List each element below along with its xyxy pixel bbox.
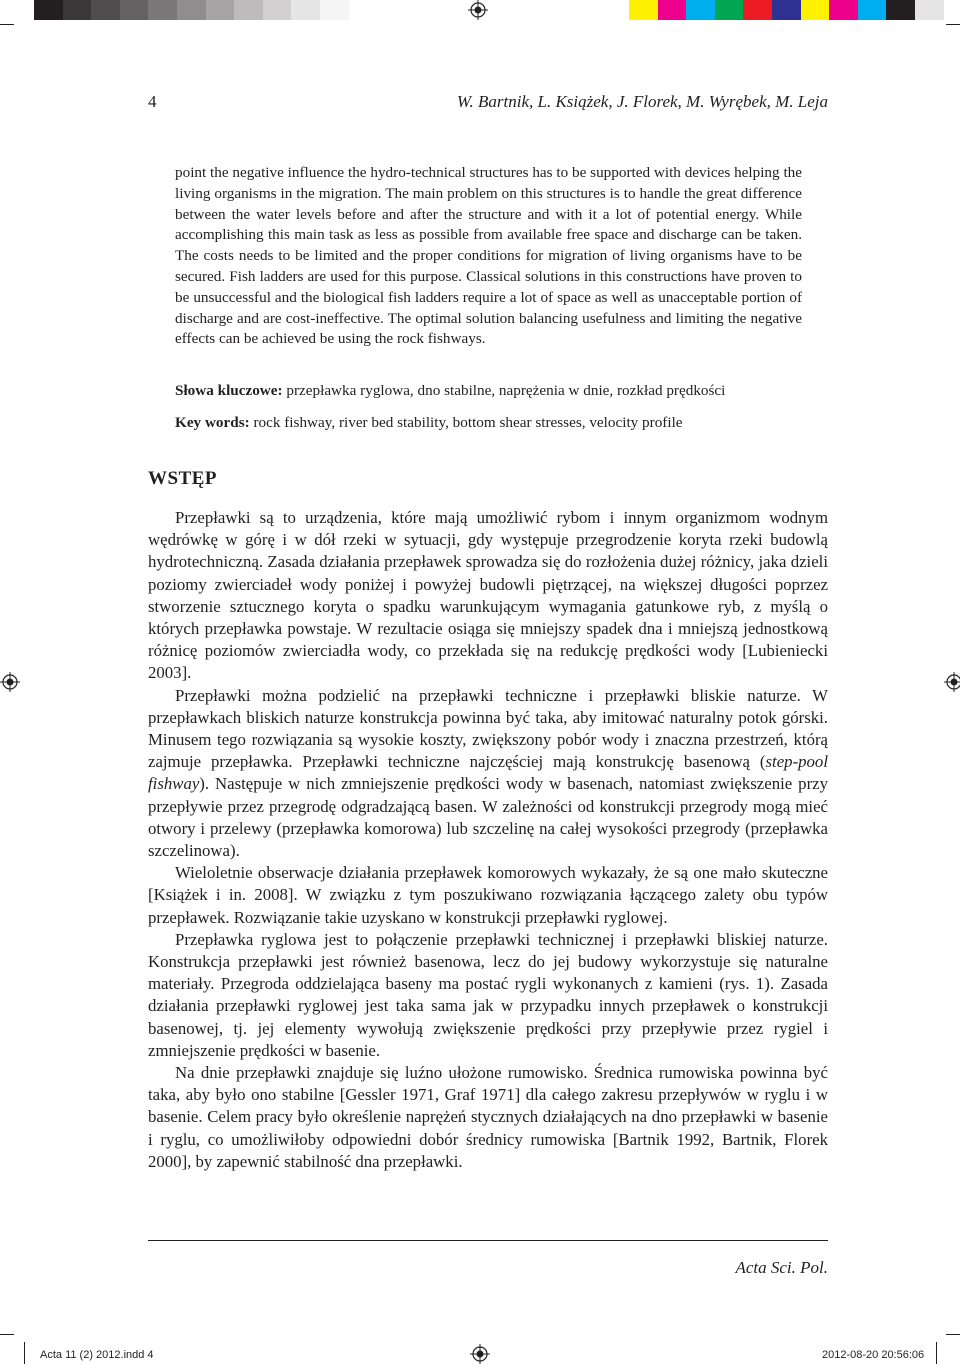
color-swatch <box>715 0 744 20</box>
color-swatch <box>915 0 944 20</box>
crop-mark <box>946 1334 960 1335</box>
keywords-english-text: rock fishway, river bed stability, bottom shear stresses, velocity profile <box>249 414 683 431</box>
grayscale-swatch <box>148 0 177 20</box>
crop-mark <box>0 24 14 25</box>
color-swatch <box>686 0 715 20</box>
registration-mark-icon <box>0 672 20 692</box>
grayscale-swatch <box>263 0 292 20</box>
registration-mark-icon <box>470 1344 490 1364</box>
grayscale-swatch <box>63 0 92 20</box>
crop-mark <box>946 24 960 25</box>
color-swatch <box>743 0 772 20</box>
paragraph-italic-term: step-pool fishway <box>148 752 828 794</box>
grayscale-swatch <box>320 0 349 20</box>
paragraph: Przepławki są to urządzenia, które mają umożliwić rybom i innym organizmom wodnym wędrówkę w górę i w dół rzeki w sytuacji, gdy występuje przegrodzenie koryta rzeki budowlą hydrotechniczną. Zasada działania przepławek sprowadza się do rozłożenia dużej różnicy, jaka dzieli poziomy zwierciadeł wody poniżej i powyżej budowli piętrzącej, na większej długości poprzez stworzenie sztucznego koryta o spadku warunkującym wymagania gatunkowe ryb, z myślą o których przepławka powstaje. W rezultacie osiąga się mniejszy spadek dna i mniejszą jednostkową różnicę poziomów zwierciadła wody, co przekłada się na redukcję prędkości wody [Lubieniecki 2003]. <box>148 508 828 683</box>
paragraph: Na dnie przepławki znajduje się luźno ułożone rumowisko. Średnica rumowiska powinna być taka, aby było ono stabilne [Gessler 1971, Graf 1971] dla całego zakresu przepływów w ryglu i w basenie. Celem pracy było określenie naprężeń stycznych działających na dno przepławki w basenie i ryglu, co umożliwiłoby odpowiedni dobór średnicy rumowiska [Bartnik 1992, Bartnik, Florek 2000], by zapewnić stabilność dna przepławki. <box>148 1063 828 1171</box>
color-swatch <box>772 0 801 20</box>
grayscale-swatch <box>234 0 263 20</box>
slug-date-info: 2012-08-20 20:56:06 <box>822 1349 925 1361</box>
color-swatch <box>829 0 858 20</box>
grayscale-swatch <box>291 0 320 20</box>
color-swatch <box>629 0 658 20</box>
grayscale-swatch <box>34 0 63 20</box>
abstract <box>175 163 802 350</box>
crop-mark <box>0 1334 14 1335</box>
grayscale-swatch <box>177 0 206 20</box>
slug-file-info: Acta 11 (2) 2012.indd 4 <box>40 1349 154 1361</box>
page-number: 4 <box>148 92 157 111</box>
paragraph <box>148 685 828 863</box>
crop-mark <box>24 1342 25 1364</box>
keywords-english-label: Key words: <box>175 414 250 431</box>
keywords-polish-text: przepławka ryglowa, dno stabilne, naprężenia w dnie, rozkład prędkości <box>282 382 726 399</box>
body-text <box>148 507 828 1173</box>
grayscale-swatch <box>120 0 149 20</box>
color-swatch <box>858 0 887 20</box>
section-title: WSTĘP <box>148 468 218 489</box>
keywords-polish-label: Słowa kluczowe: <box>175 382 283 399</box>
color-swatch <box>658 0 687 20</box>
abstract-text: point the negative influence the hydro-technical structures has to be supported with devices helping the living organisms in the migration. The main problem on this structures is to handle the great difference between the water levels before and after the structure and with it a lot of potential energy. While accomplishing this main task as less as possible from available free space and discharge can be taken. The costs needs to be limited and the proper conditions for migration of living organisms have to be secured. Fish ladders are used for this purpose. Classical solutions in this constructions have proven to be unsuccessful and the biological fish ladders require a lot of space as well as unacceptable portion of discharge and are cost-ineffective. The optimal solution balancing usefulness and limiting the negative effects can be achieved be using the rock fishways. <box>175 164 802 348</box>
keywords-english <box>175 414 815 432</box>
color-swatch <box>886 0 915 20</box>
grayscale-bar <box>34 0 349 20</box>
grayscale-swatch <box>91 0 120 20</box>
paragraph: Wieloletnie obserwacje działania przepławek komorowych wykazały, że są one mało skuteczne [Książek i in. 2008]. W związku z tym poszukiwano rozwiązania łączącego zalety obu typów przepławek. Rozwiązanie takie uzyskano w konstrukcji przepławki ryglowej. <box>148 863 828 927</box>
grayscale-swatch <box>206 0 235 20</box>
paragraph: Przepławka ryglowa jest to połączenie przepławki technicznej i przepławki bliskiej naturze. Konstrukcja przepławki jest również basenowa, lecz do jej budowy wykorzystuje się naturalne materiały. Przegroda oddzielająca baseny ma postać rygli wykonanych z kamieni (rys. 1). Zasada działania przepławki ryglowej jest taka sama jak w przypadku innych przepławek o konstrukcji basenowej, tj. jej elementy wywołują zwiększenie prędkości przy przepływie przez rygiel i zmniejszenie prędkości w basenie. <box>148 929 828 1060</box>
color-bar <box>629 0 944 20</box>
keywords-polish <box>175 382 815 400</box>
registration-mark-icon <box>468 0 488 20</box>
registration-mark-icon <box>944 672 960 692</box>
footer-rule <box>148 1240 828 1241</box>
paragraph-text: ). Następuje w nich zmniejszenie prędkości wody w basenach, natomiast zwiększenie przy przepływie przez przegrodę odgradzającą basen. W zależności od konstrukcji przegrody mogą mieć otwory i przelewy (przepławka komorowa) lub szczelinę na całej wysokości przegrody (przepławka szczelinowa). <box>148 774 828 861</box>
journal-name: Acta Sci. Pol. <box>735 1258 828 1277</box>
crop-mark <box>936 1342 937 1364</box>
color-swatch <box>801 0 830 20</box>
running-head-authors: W. Bartnik, L. Książek, J. Florek, M. Wyrębek, M. Leja <box>456 92 828 111</box>
paragraph-text: Przepławki można podzielić na przepławki techniczne i przepławki bliskie naturze. W przepławkach bliskich naturze konstrukcja powinna być taka, aby imitować naturalny potok górski. Minusem tego rozwiązania są wysokie koszty, zwiększony pobór wody i znaczna przestrzeń, którą zajmuje przepławka. Przepławki techniczne najczęściej mają konstrukcję basenową ( <box>148 685 828 772</box>
